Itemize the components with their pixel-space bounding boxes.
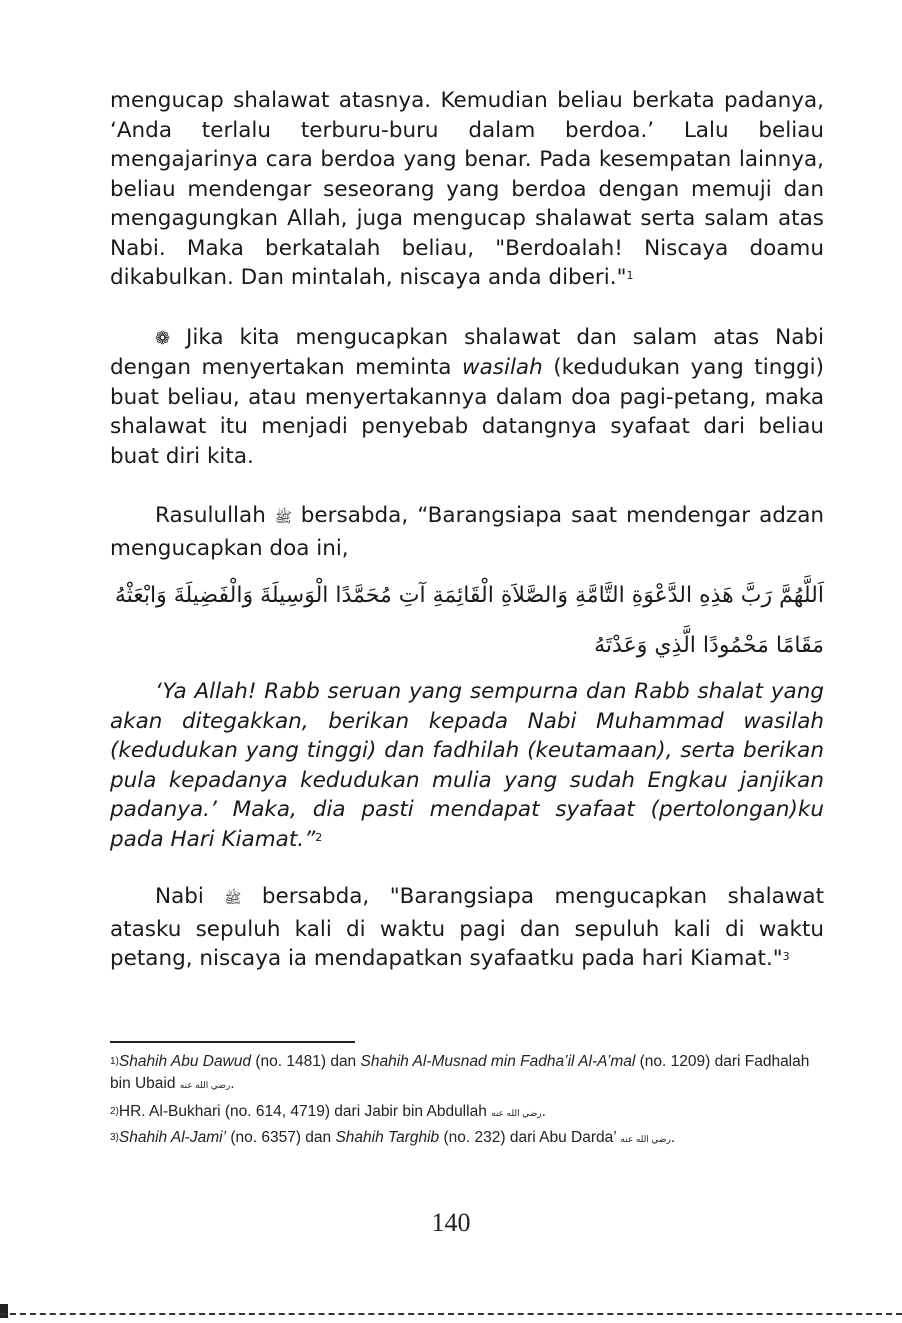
footnote-ref-1: 1 bbox=[626, 269, 634, 282]
footnote-ref-3: 3 bbox=[782, 950, 790, 963]
arabic-line-2: مَقَامًا مَحْمُودًا الَّذِي وَعَدْتَهُ bbox=[594, 633, 824, 658]
footnote-ref-2: 2 bbox=[315, 830, 323, 844]
paragraph-3: Rasulullah ﷺ bersabda, “Barangsiapa saat mendengar adzan mengucapkan doa ini, bbox=[110, 503, 824, 561]
footnote-1: $^{1)}$Shahih Abu Dawud (no. 1481) dan Shahih Al-Musnad min Fadha’il Al-A’mal (no. 1209) dari Fadhalah bin Ubaid رضي الله عنه. bbox=[110, 1053, 810, 1092]
flower-ornament-icon: ❁ bbox=[155, 327, 171, 349]
paragraph-2: ❁ Jika kita mengucapkan shalawat dan salam atas Nabi dengan menyertakan meminta wasilah (kedudukan yang tinggi) buat beliau, atau menyertakannya dalam doa pagi-petang, maka shalawat itu menjadi penyebab datangnya syafaat dari beliau buat diri kita. bbox=[110, 324, 824, 469]
paragraph-1: mengucap shalawat atasnya. Kemudian beliau berkata padanya, ‘Anda terlalu terburu-buru dalam berdoa.’ Lalu beliau mengajarinya cara berdoa yang benar. Pada kesempatan lainnya, beliau mendengar seseorang yang berdoa dengan memuji dan mengagungkan Allah, juga mengucap shalawat serta salam atas Nabi. Maka berkatalah beliau, "Berdoalah! Niscaya doamu dikabulkan. Dan mintalah, niscaya anda diberi."$^1$ bbox=[110, 88, 824, 290]
arabic-prayer bbox=[110, 571, 824, 671]
footnote-divider bbox=[110, 1041, 355, 1043]
paragraph-4: Nabi ﷺ bersabda, "Barangsiapa mengucapkan shalawat atasku sepuluh kali di waktu pagi dan sepuluh kali di waktu petang, niscaya ia mendapatkan syafaatku pada hari Kiamat."$^3$ bbox=[110, 884, 825, 971]
honorific-icon: ﷺ bbox=[224, 891, 242, 907]
prayer-translation: ‘Ya Allah! Rabb seruan yang sempurna dan Rabb shalat yang akan ditegakkan, berikan kepada Nabi Muhammad wasilah (kedudukan yang tinggi) dan fadhilah (keutamaan), serta berikan pula kepadanya kedudukan mulia yang sudah Engkau janjikan padanya.’ Maka, dia pasti mendapat syafaat (pertolongan)ku pada Hari Kiamat.”$^2$ bbox=[110, 679, 824, 852]
page-number: 140 bbox=[431, 1208, 471, 1237]
scan-edge-mark bbox=[0, 1304, 8, 1318]
arabic-line-1: اَللَّهُمَّ رَبَّ هَذِهِ الدَّعْوَةِ التَّامَّةِ وَالصَّلاَةِ الْقَائِمَةِ آتِ مُحَمَّدًا الْوَسِيلَةَ وَالْفَضِيلَةَ وَابْعَثْهُ bbox=[114, 583, 824, 608]
page-body bbox=[110, 86, 824, 974]
footnote-2: $^{2)}$HR. Al-Bukhari (no. 614, 4719) dari Jabir bin Abdullah رضي الله عنه. bbox=[110, 1103, 546, 1120]
honorific-icon: رضي الله عنه bbox=[491, 1108, 542, 1118]
honorific-icon: رضي الله عنه bbox=[620, 1134, 671, 1144]
footnote-3: $^{3)}$Shahih Al-Jami’ (no. 6357) dan Shahih Targhib (no. 232) dari Abu Darda’ رضي الله عنه. bbox=[110, 1129, 676, 1146]
honorific-icon: ﷺ bbox=[274, 510, 292, 526]
honorific-icon: رضي الله عنه bbox=[179, 1080, 231, 1090]
page-bottom-border bbox=[0, 1313, 902, 1315]
